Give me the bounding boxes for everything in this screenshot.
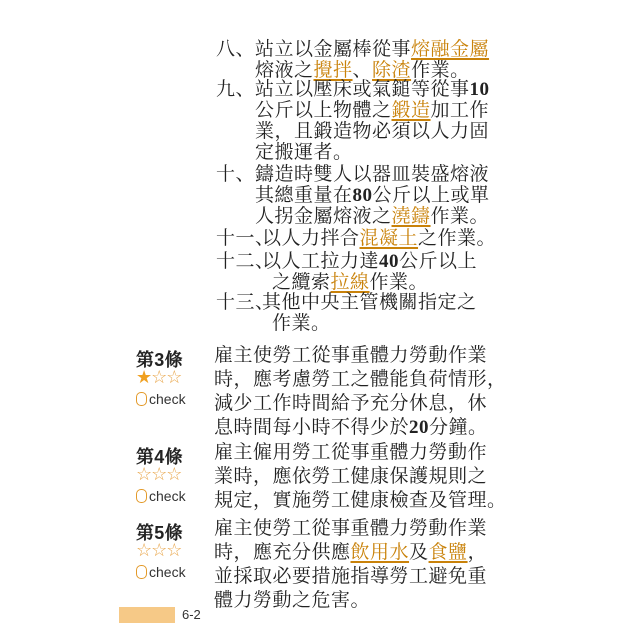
star-filled-icon: ★ [136,367,152,388]
list-item-label: 八、 [216,38,256,60]
text-segment: 、 [352,59,373,81]
text-line [214,344,487,367]
text-segment: 分鐘。 [429,416,488,438]
text-segment: 及 [409,541,429,563]
text-segment: 公斤以上物體之 [255,99,392,121]
text-segment: 作業。 [369,271,429,293]
list-item-label: 十三、 [216,291,275,313]
text-segment: 雇主使勞工從事重體力勞動作業 [214,344,488,366]
footer-color-bar [119,607,175,623]
star-empty-icon: ☆ [166,464,182,485]
check-label: check [149,488,186,504]
text-line [214,392,487,415]
text-segment: 其他中央主管機關指定之 [262,291,477,313]
highlighted-term: 鍛造 [391,99,431,121]
text-line [255,99,489,122]
checkbox-icon[interactable] [136,489,147,503]
text-segment: 並採取必要措施指導勞工避免重 [214,565,488,587]
text-segment: 站立以壓床或氣鎚等從事 [255,78,470,100]
text-segment: 站立以金屬棒從事 [255,38,412,60]
text-segment: 之作業。 [418,227,497,249]
number-value: 10 [469,79,490,100]
check-box[interactable] [136,564,186,580]
text-segment: 減少工作時間給予充分休息，休 [214,392,488,414]
star-empty-icon: ☆ [151,367,167,388]
highlighted-term: 混凝土 [359,227,419,249]
number-value: 40 [379,251,400,272]
text-line [272,312,331,335]
highlighted-term: 攪拌 [313,59,353,81]
highlighted-term: 食鹽 [428,541,468,563]
highlighted-term: 熔融金屬 [411,38,490,60]
text-segment: 以人力拌合 [262,227,360,249]
check-label: check [149,391,186,407]
text-segment: 作業。 [430,205,490,227]
check-box[interactable] [136,488,186,504]
star-empty-icon: ☆ [136,464,152,485]
text-line [214,368,507,391]
checkbox-icon[interactable] [136,565,147,579]
number-value: 20 [409,417,430,438]
text-segment: 人拐金屬熔液之 [255,205,392,227]
text-line [255,120,489,143]
text-segment: 公斤以上 [399,250,478,272]
importance-rating [136,464,181,485]
text-line [255,38,489,61]
star-empty-icon: ☆ [166,540,182,561]
text-line [262,250,477,273]
list-item-label: 十、 [216,163,256,185]
text-segment: 規定，實施勞工健康檢查及管理。 [214,489,507,511]
importance-rating [136,367,181,388]
highlighted-term: 拉線 [330,271,370,293]
text-segment: 雇主使勞工從事重體力勞動作業 [214,517,488,539]
text-segment: 以人工拉力達 [262,250,380,272]
text-line [255,163,489,186]
text-line [214,565,487,588]
text-segment: 熔液之 [255,59,314,81]
text-segment: 業，且鍛造物必須以人力固 [255,120,490,142]
star-empty-icon: ☆ [166,367,182,388]
text-line [214,441,487,464]
star-empty-icon: ☆ [136,540,152,561]
text-line [214,589,370,612]
text-segment: 業時，應依勞工健康保護規則之 [214,465,488,487]
text-line [214,541,487,564]
text-segment: 作業。 [272,312,331,334]
list-item-label: 九、 [216,78,256,100]
text-line [255,141,353,164]
text-segment: 定搬運者。 [255,141,353,163]
importance-rating [136,540,181,561]
highlighted-term: 澆鑄 [391,205,431,227]
text-line [214,517,487,540]
star-empty-icon: ☆ [151,540,167,561]
list-item-label: 十一、 [216,227,275,249]
text-segment: 鑄造時雙人以器皿裝盛熔液 [255,163,490,185]
text-line [255,184,490,207]
text-line [214,489,507,512]
list-item-label: 十二、 [216,250,275,272]
text-line [214,416,488,439]
text-line [255,205,489,228]
number-value: 80 [352,185,373,206]
checkbox-icon[interactable] [136,392,147,406]
star-empty-icon: ☆ [151,464,167,485]
text-segment: 息時間每小時不得少於 [214,416,410,438]
article-number: 第4條 [136,447,183,467]
text-segment: 時，應考慮勞工之體能負荷情形， [214,368,507,390]
text-segment: 時，應充分供應 [214,541,351,563]
text-line [214,465,487,488]
text-segment: 其總重量在 [255,184,353,206]
text-line [262,291,477,314]
text-segment: 雇主僱用勞工從事重體力勞動作 [214,441,488,463]
text-segment: 加工作 [430,99,490,121]
text-line [255,78,490,101]
text-line [262,227,496,250]
text-segment: 體力勞動之危害。 [214,589,371,611]
text-segment: 作業。 [411,59,470,81]
check-box[interactable] [136,391,186,407]
text-segment: 公斤以上或單 [372,184,490,206]
highlighted-term: 飲用水 [350,541,410,563]
text-segment: ， [467,541,488,563]
article-number: 第3條 [136,350,183,370]
check-label: check [149,564,186,580]
highlighted-term: 除渣 [372,59,412,81]
page-number: 6-2 [182,607,201,622]
article-number: 第5條 [136,523,183,543]
text-segment: 之纜索 [272,271,331,293]
